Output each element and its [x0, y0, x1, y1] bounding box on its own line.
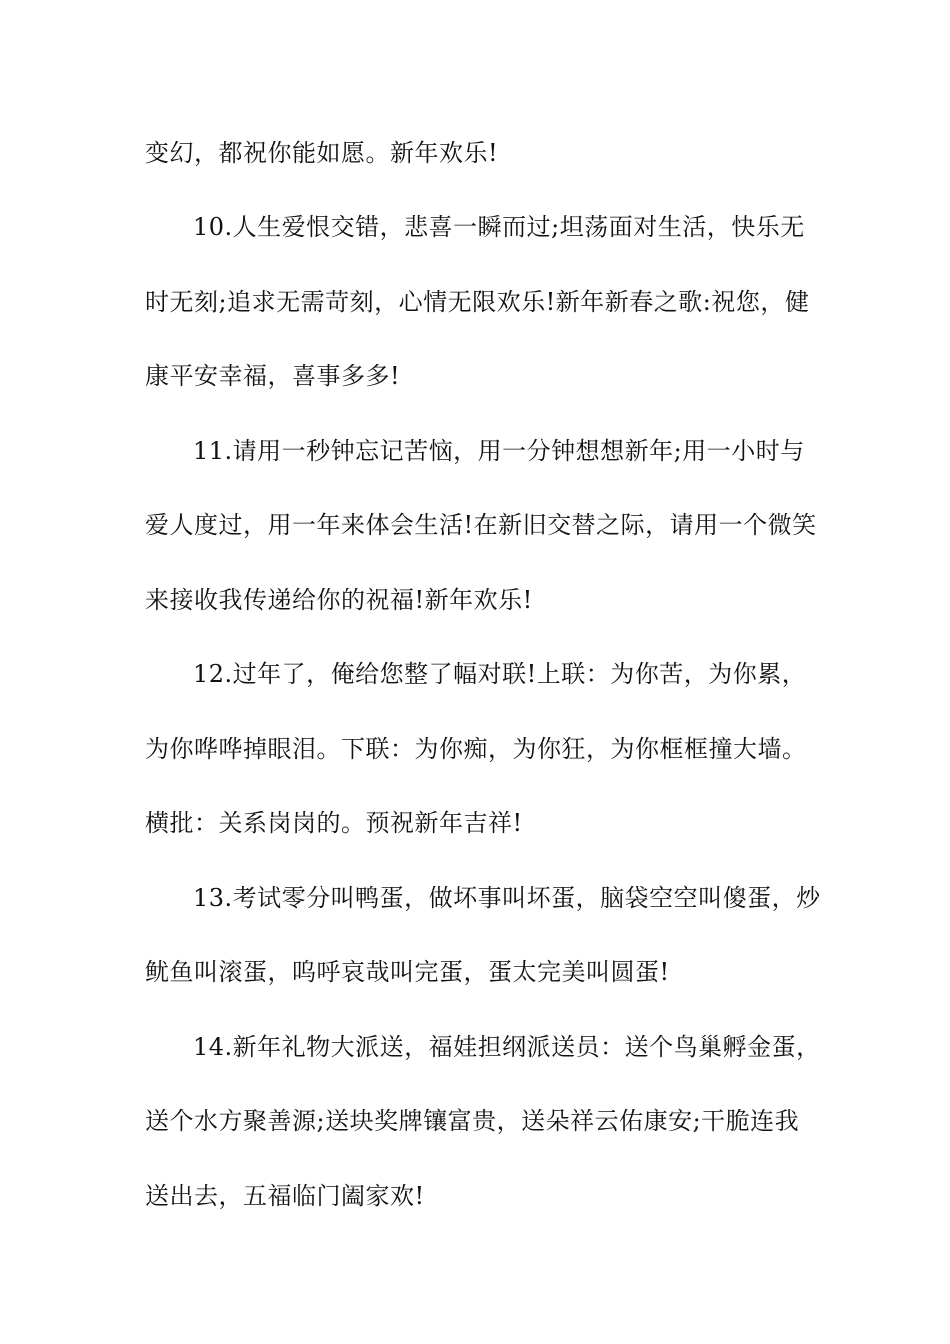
paragraph-11-line-3: 来接收我传递给你的祝福!新年欢乐! [145, 586, 533, 614]
paragraph-11-line-2: 爱人度过，用一年来体会生活!在新旧交替之际，请用一个微笑 [145, 511, 817, 539]
paragraph-11-line-1: 11.请用一秒钟忘记苦恼，用一分钟想想新年;用一小时与 [193, 437, 805, 465]
paragraph-12-line-3: 横批：关系岗岗的。预祝新年吉祥! [145, 809, 523, 837]
paragraph-14-line-3: 送出去，五福临门阖家欢! [145, 1182, 425, 1210]
text-line: 变幻，都祝你能如愿。新年欢乐! [145, 139, 499, 167]
paragraph-12-line-2: 为你哗哗掉眼泪。下联：为你痴，为你狂，为你框框撞大墙。 [145, 735, 807, 763]
paragraph-14-line-2: 送个水方聚善源;送块奖牌镶富贵，送朵祥云佑康安;干脆连我 [145, 1107, 800, 1135]
paragraph-12-line-1: 12.过年了，俺给您整了幅对联!上联：为你苦，为你累， [193, 660, 807, 688]
paragraph-10-line-1: 10.人生爱恨交错，悲喜一瞬而过;坦荡面对生活，快乐无 [193, 213, 805, 241]
paragraph-14-line-1: 14.新年礼物大派送，福娃担纲派送员：送个鸟巢孵金蛋， [193, 1033, 821, 1061]
paragraph-13-line-1: 13.考试零分叫鸭蛋，做坏事叫坏蛋，脑袋空空叫傻蛋，炒 [193, 884, 821, 912]
paragraph-10-line-2: 时无刻;追求无需苛刻，心情无限欢乐!新年新春之歌:祝您，健 [145, 288, 810, 316]
paragraph-13-line-2: 鱿鱼叫滚蛋，呜呼哀哉叫完蛋，蛋太完美叫圆蛋! [145, 958, 670, 986]
paragraph-10-line-3: 康平安幸福，喜事多多! [145, 362, 401, 390]
